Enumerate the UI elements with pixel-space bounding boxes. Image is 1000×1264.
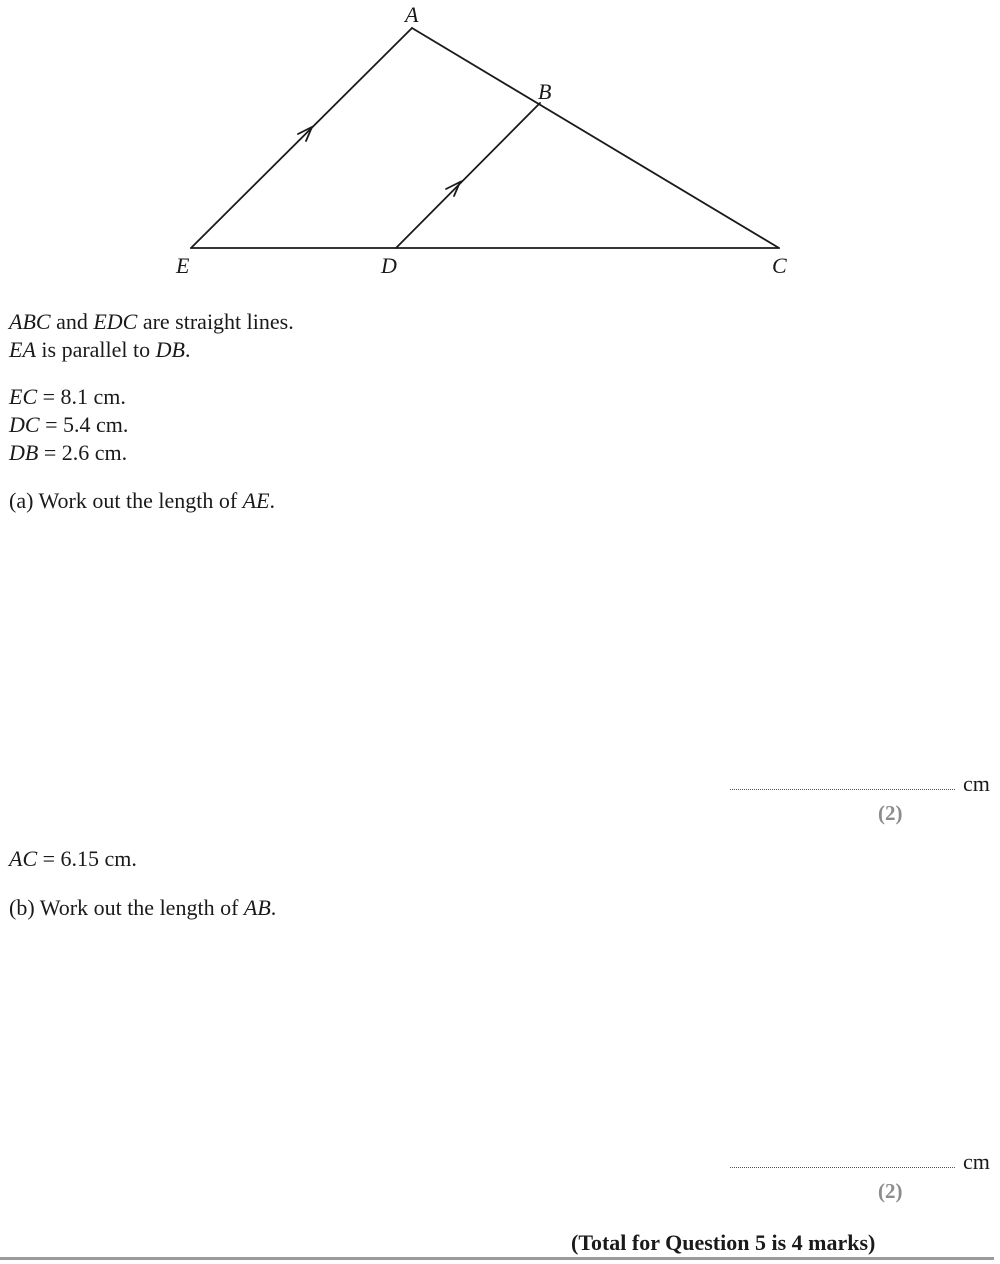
var-db: DB	[155, 337, 185, 362]
line-db	[396, 103, 540, 248]
bottom-rule	[0, 1257, 994, 1260]
answer-line-a[interactable]	[730, 789, 955, 790]
var-abc: ABC	[9, 309, 51, 334]
var-ea: EA	[9, 337, 36, 362]
marks-b: (2)	[878, 1179, 903, 1203]
given-db: DB = 2.6 cm.	[9, 440, 128, 465]
statement-parallel: EA is parallel to DB.	[9, 337, 191, 362]
var-ae: AE	[242, 488, 270, 513]
var-ab: AB	[243, 895, 271, 920]
given-dc: DC = 5.4 cm.	[9, 412, 129, 437]
label-b: B	[538, 79, 552, 104]
label-d: D	[381, 253, 397, 278]
parallel-arrow-db	[446, 182, 460, 196]
given-ec: EC = 8.1 cm.	[9, 384, 126, 409]
answer-line-b[interactable]	[730, 1167, 955, 1168]
line-ea	[191, 28, 412, 248]
marks-a: (2)	[878, 801, 903, 825]
label-e: E	[176, 253, 190, 278]
statement-straight-lines: ABC and EDC are straight lines.	[9, 309, 294, 334]
question-part-b: (b) Work out the length of AB.	[9, 895, 277, 920]
var-edc: EDC	[93, 309, 138, 334]
label-a: A	[405, 2, 419, 27]
label-c: C	[772, 253, 787, 278]
question-part-a: (a) Work out the length of AE.	[9, 488, 276, 513]
unit-a: cm	[963, 771, 990, 796]
line-ac	[412, 28, 779, 248]
total-marks: (Total for Question 5 is 4 marks)	[571, 1230, 876, 1255]
triangle-diagram	[0, 0, 1000, 290]
unit-b: cm	[963, 1149, 990, 1174]
given-ac: AC = 6.15 cm.	[9, 846, 137, 871]
